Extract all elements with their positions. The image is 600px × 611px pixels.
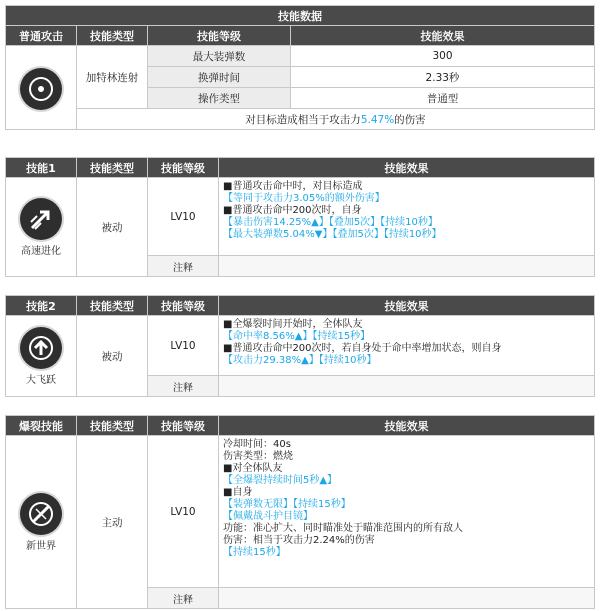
effect-text: 对目标造成相当于攻击力 <box>245 113 361 126</box>
skill2-type: 被动 <box>77 316 148 397</box>
row-value: 2.33秒 <box>291 67 595 88</box>
burst-effect <box>219 436 595 588</box>
normal-icon-cell <box>6 46 77 130</box>
effect-line: ■普通攻击命中200次时，自身 <box>223 205 362 216</box>
skill2-note-label: 注释 <box>148 376 219 397</box>
normal-effect <box>77 109 595 130</box>
header-skill-type: 技能类型 <box>77 26 148 46</box>
header-skill-effect: 技能效果 <box>219 416 595 436</box>
effect-line: 【持续15秒】 <box>223 547 286 558</box>
effect-value: 5.47% <box>360 113 395 126</box>
effect-text: 的伤害 <box>394 113 426 126</box>
effect-line: 【全爆裂持续时间5秒▲】 <box>223 475 338 486</box>
skill1-type: 被动 <box>77 178 148 277</box>
effect-line: 伤害类型：燃烧 <box>223 451 293 462</box>
skill2-table <box>5 295 595 397</box>
burst-note-value <box>219 588 595 609</box>
header-skill-level: 技能等级 <box>148 296 219 316</box>
normal-attack-table <box>5 5 595 130</box>
effect-line: 【装弹数无限】【持续15秒】 <box>223 499 351 510</box>
row-label: 操作类型 <box>148 88 291 109</box>
header-normal-attack: 普通攻击 <box>6 26 77 46</box>
effect-line: 功能：准心扩大、同时瞄准处于瞄准范围内的所有敌人 <box>223 523 463 534</box>
row-value: 普通型 <box>291 88 595 109</box>
effect-line: 【等同于攻击力3.05%的额外伤害】 <box>223 193 385 204</box>
burst-table <box>5 415 595 609</box>
skill2-icon-cell <box>6 316 77 397</box>
skill1-icon-cell <box>6 178 77 277</box>
effect-line: ■自身 <box>223 487 253 498</box>
header-skill-effect: 技能效果 <box>291 26 595 46</box>
up-arrow-icon <box>20 327 62 369</box>
skill1-note-label: 注释 <box>148 256 219 277</box>
skill2-effect <box>219 316 595 376</box>
effect-line: ■普通攻击命中时，对目标造成 <box>223 181 363 192</box>
skill1-note-value <box>219 256 595 277</box>
row-label: 换弹时间 <box>148 67 291 88</box>
burst-icon-cell <box>6 436 77 609</box>
skill2-level: LV10 <box>148 316 219 376</box>
burst-note-label: 注释 <box>148 588 219 609</box>
header-skill2: 技能2 <box>6 296 77 316</box>
skill2-name: 大飞跃 <box>26 375 56 386</box>
header-skill-level: 技能等级 <box>148 26 291 46</box>
row-value: 300 <box>291 46 595 67</box>
slash-orb-icon <box>20 493 62 535</box>
effect-line: ■对全体队友 <box>223 463 283 474</box>
skill1-name: 高速进化 <box>21 246 61 257</box>
arrow-dash-icon <box>20 198 62 240</box>
normal-type: 加特林连射 <box>77 46 148 109</box>
effect-line: 【命中率8.56%▲】【持续15秒】 <box>223 331 371 342</box>
effect-line: 【暴击伤害14.25%▲】【叠加5次】【持续10秒】 <box>223 217 438 228</box>
row-label: 最大装弹数 <box>148 46 291 67</box>
header-skill-effect: 技能效果 <box>219 296 595 316</box>
skill1-table <box>5 157 595 277</box>
skill1-level: LV10 <box>148 178 219 256</box>
effect-line: 冷却时间：40s <box>223 439 291 450</box>
burst-level: LV10 <box>148 436 219 588</box>
header-skill-level: 技能等级 <box>148 416 219 436</box>
header-skill-level: 技能等级 <box>148 158 219 178</box>
burst-type: 主动 <box>77 436 148 609</box>
crosshair-icon <box>20 68 62 110</box>
header-skill-type: 技能类型 <box>77 158 148 178</box>
skill2-note-value <box>219 376 595 397</box>
header-skill1: 技能1 <box>6 158 77 178</box>
effect-line: ■普通攻击命中200次时，若自身处于命中率增加状态，则自身 <box>223 343 502 354</box>
header-skill-effect: 技能效果 <box>219 158 595 178</box>
effect-line: 【佩戴战斗护目镜】 <box>223 511 313 522</box>
table-title: 技能数据 <box>6 6 595 26</box>
effect-line: 【攻击力29.38%▲】【持续10秒】 <box>223 355 377 366</box>
header-burst: 爆裂技能 <box>6 416 77 436</box>
skill1-effect <box>219 178 595 256</box>
effect-line: 伤害：相当于攻击力2.24%的伤害 <box>223 535 375 546</box>
burst-name: 新世界 <box>26 541 56 552</box>
header-skill-type: 技能类型 <box>77 416 148 436</box>
effect-line: ■全爆裂时间开始时，全体队友 <box>223 319 363 330</box>
effect-line: 【最大装弹数5.04%▼】【叠加5次】【持续10秒】 <box>223 229 442 240</box>
header-skill-type: 技能类型 <box>77 296 148 316</box>
